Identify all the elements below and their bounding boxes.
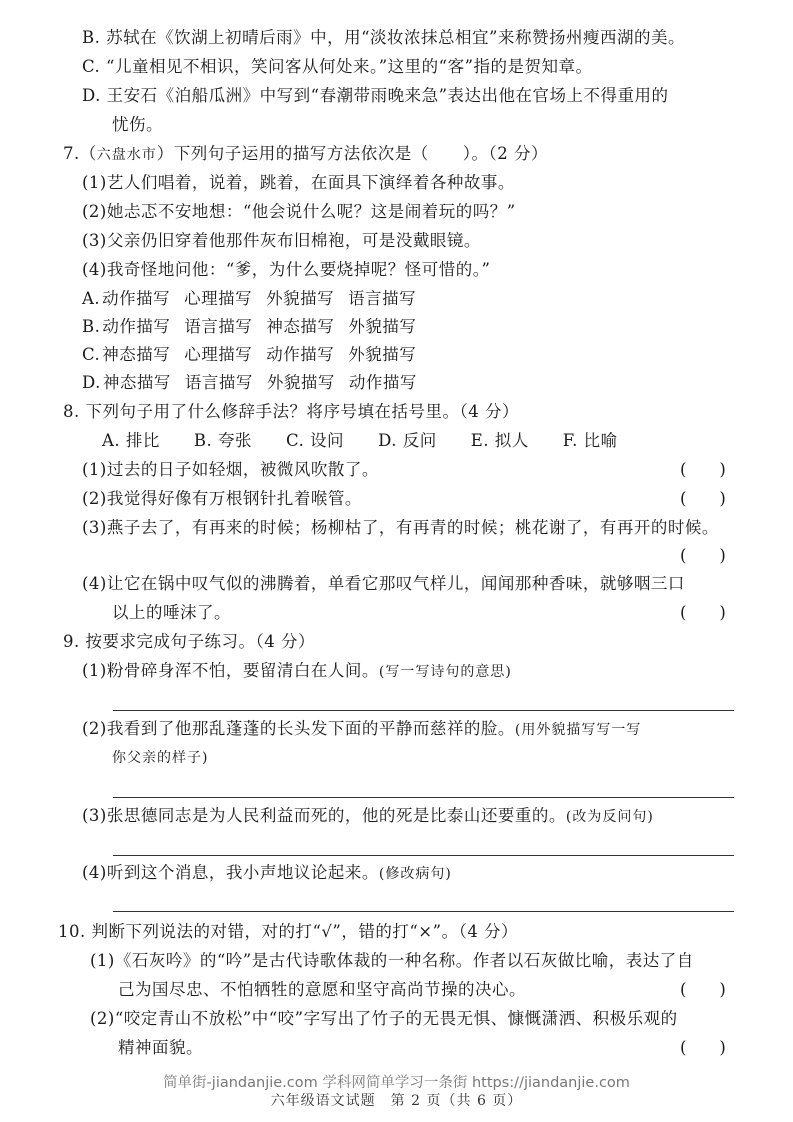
q8-choice-f: F. 比喻 bbox=[562, 431, 618, 450]
q8-choice-c: C. 设问 bbox=[286, 431, 345, 450]
option-item: 动作描写 bbox=[348, 373, 417, 392]
q8-item-1: (1)过去的日子如轻烟，被微风吹散了。 bbox=[82, 460, 379, 479]
q7-option-c bbox=[82, 345, 430, 365]
q8-choices bbox=[102, 431, 652, 451]
q9-item-4-answer-line[interactable] bbox=[113, 911, 734, 912]
q10-item-1-continuation: 己为国尽忠、不怕牺牲的意愿和坚守高尚节操的决心。 bbox=[118, 980, 526, 999]
option-item: 动作描写 bbox=[266, 345, 335, 364]
q7-option-a-label: A. bbox=[82, 289, 101, 308]
q8-item-2: (2)我觉得好像有万根钢针扎着喉管。 bbox=[82, 489, 362, 508]
q9-item-2-answer-line[interactable] bbox=[113, 797, 734, 798]
q7-option-b-label: B. bbox=[82, 317, 101, 336]
q10-item-2-answer-blank[interactable]: ( ) bbox=[680, 1038, 726, 1057]
option-item: 外貌描写 bbox=[348, 317, 417, 336]
option-item: 神态描写 bbox=[102, 345, 171, 364]
q8-item-1-answer-blank[interactable]: ( ) bbox=[680, 460, 726, 479]
q8-choice-e: E. 拟人 bbox=[470, 431, 529, 450]
q9-item-3-text: (3)张思德同志是为人民利益而死的，他的死是比泰山还要重的。 bbox=[82, 806, 566, 825]
option-item: 语言描写 bbox=[184, 317, 253, 336]
q7-sentence-4: (4)我奇怪地问他：“爹，为什么要烧掉呢？怪可惜的。” bbox=[82, 260, 491, 279]
watermark-text: 简单街-jiandanjie.com 学科网简单学习一条街 https://jiandanjie.com bbox=[163, 1075, 630, 1091]
option-item: 语言描写 bbox=[184, 373, 253, 392]
q8-item-4: (4)让它在锅中叹气似的沸腾着，单看它那叹气样儿，闻闻那种香味，就够咽三口 bbox=[82, 574, 685, 593]
q10-stem: 10. 判断下列说法的对错，对的打“√”，错的打“×”。（4 分） bbox=[58, 922, 519, 941]
q8-item-3: (3)燕子去了，有再来的时候；杨柳枯了，有再青的时候；桃花谢了，有再开的时候。 bbox=[82, 518, 719, 537]
q7-stem bbox=[63, 144, 548, 165]
q8-item-4-answer-blank[interactable]: ( ) bbox=[680, 603, 726, 622]
q6-option-c: C. “儿童相见不相识，笑问客从何处来。”这里的“客”指的是贺知章。 bbox=[82, 57, 593, 76]
q8-item-4-continuation: 以上的唾沫了。 bbox=[112, 603, 231, 622]
q9-item-3-requirement: (改为反问句) bbox=[565, 809, 654, 825]
q7-stem-city: 六盘水市 bbox=[96, 147, 157, 163]
q8-stem: 8. 下列句子用了什么修辞手法？将序号填在括号里。（4 分） bbox=[63, 402, 519, 421]
q9-item-1-answer-line[interactable] bbox=[113, 710, 734, 711]
q7-option-c-label: C. bbox=[82, 345, 101, 364]
q7-option-b bbox=[82, 317, 430, 337]
q7-stem-rest: ）下列句子运用的描写方法依次是（ ）。（2 分） bbox=[156, 144, 548, 163]
q7-option-d-label: D. bbox=[82, 373, 101, 392]
q9-item-4 bbox=[82, 863, 452, 884]
q9-item-2-requirement: (用外貌描写写一写 bbox=[514, 722, 642, 738]
q10-item-2: (2)“咬定青山不放松”中“咬”字写出了竹子的无畏无惧、慷慨潇洒、积极乐观的 bbox=[90, 1009, 678, 1028]
option-item: 神态描写 bbox=[266, 317, 335, 336]
q7-option-d bbox=[82, 373, 431, 393]
option-item: 外貌描写 bbox=[348, 345, 417, 364]
q9-item-2-text: (2)我看到了他那乱蓬蓬的长头发下面的平静而慈祥的脸。 bbox=[82, 719, 515, 738]
option-item: 神态描写 bbox=[102, 373, 171, 392]
q9-item-1-text: (1)粉骨碎身浑不怕，要留清白在人间。 bbox=[82, 661, 379, 680]
q8-choice-b: B. 夸张 bbox=[193, 431, 253, 450]
option-item: 语言描写 bbox=[348, 289, 417, 308]
q9-item-4-requirement: (修改病句) bbox=[378, 866, 452, 882]
q9-item-4-text: (4)听到这个消息，我小声地议论起来。 bbox=[82, 863, 379, 882]
q10-item-1: (1)《石灰吟》的“吟”是古代诗歌体裁的一种名称。作者以石灰做比喻，表达了自 bbox=[90, 951, 694, 970]
option-item: 心理描写 bbox=[184, 289, 253, 308]
q9-item-1 bbox=[82, 661, 512, 682]
option-item: 动作描写 bbox=[102, 289, 171, 308]
option-item: 外貌描写 bbox=[266, 289, 335, 308]
option-item: 心理描写 bbox=[184, 345, 253, 364]
q9-item-3 bbox=[82, 806, 654, 827]
q9-item-2-requirement-continuation: 你父亲的样子) bbox=[112, 750, 209, 766]
q6-option-d-continuation: 忧伤。 bbox=[112, 115, 163, 134]
page-number-footer: 六年级语文试题 第 2 页（共 6 页） bbox=[270, 1093, 523, 1109]
q6-option-b: B. 苏轼在《饮湖上初晴后雨》中，用“淡妆浓抹总相宜”来称赞扬州瘦西湖的美。 bbox=[82, 28, 685, 47]
q6-option-d: D. 王安石《泊船瓜洲》中写到“春潮带雨晚来急”表达出他在官场上不得重用的 bbox=[82, 86, 669, 105]
q9-item-3-answer-line[interactable] bbox=[113, 855, 734, 856]
q7-stem-prefix: 7.（ bbox=[63, 144, 97, 163]
q7-sentence-1: (1)艺人们唱着，说着，跳着，在面具下演绎着各种故事。 bbox=[82, 173, 515, 192]
q8-item-2-answer-blank[interactable]: ( ) bbox=[680, 489, 726, 508]
q8-choice-d: D. 反问 bbox=[378, 431, 437, 450]
q7-sentence-2: (2)她忐忑不安地想：“他会说什么呢？这是闹着玩的吗？” bbox=[82, 202, 516, 221]
q10-item-1-answer-blank[interactable]: ( ) bbox=[680, 980, 726, 999]
q10-item-2-continuation: 精神面貌。 bbox=[118, 1038, 203, 1057]
q9-item-2 bbox=[82, 719, 641, 740]
q7-option-a bbox=[82, 289, 430, 309]
option-item: 动作描写 bbox=[102, 317, 171, 336]
q8-item-3-answer-blank[interactable]: ( ) bbox=[680, 546, 726, 565]
q9-stem: 9. 按要求完成句子练习。（4 分） bbox=[63, 632, 315, 651]
option-item: 外貌描写 bbox=[266, 373, 335, 392]
q7-sentence-3: (3)父亲仍旧穿着他那件灰布旧棉袍，可是没戴眼镜。 bbox=[82, 231, 481, 250]
q9-item-1-requirement: (写一写诗句的意思) bbox=[378, 664, 512, 680]
q8-choice-a: A. 排比 bbox=[102, 431, 160, 450]
